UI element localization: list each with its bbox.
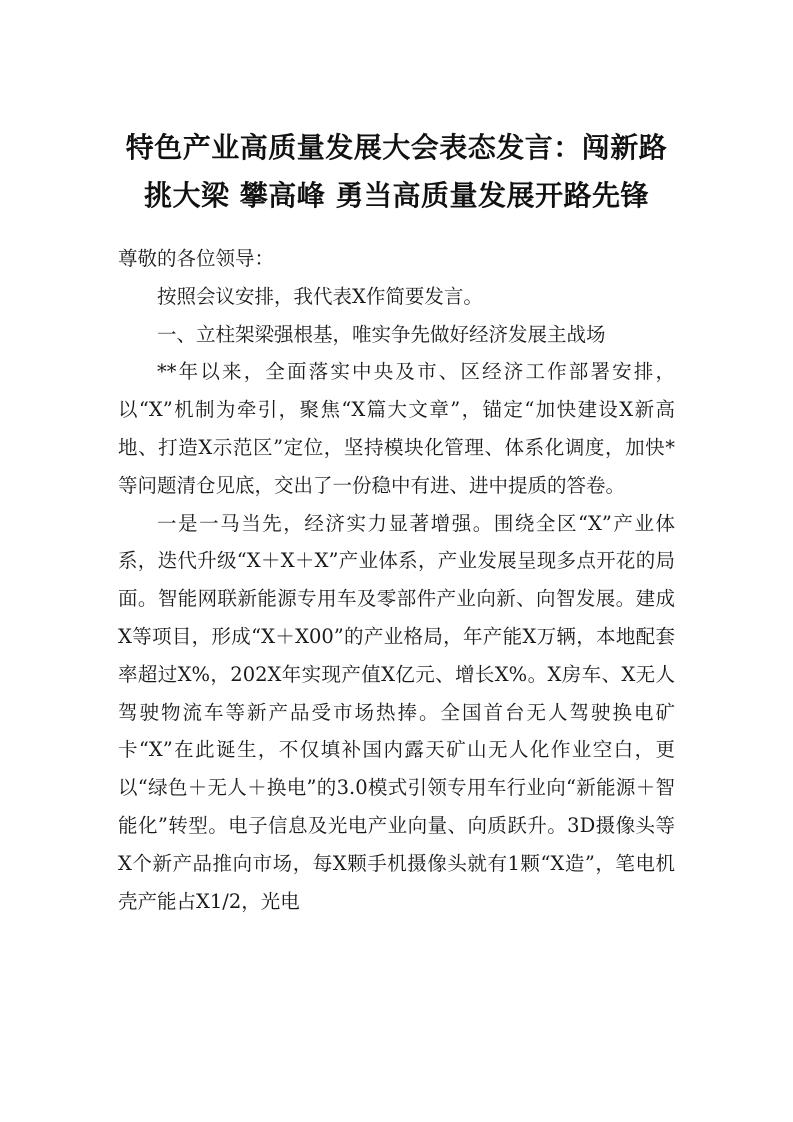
document-title xyxy=(96,124,697,220)
section-heading-1: 一、立柱架梁强根基，唯实争先做好经济发展主战场 xyxy=(157,322,606,346)
salutation: 尊敬的各位领导： xyxy=(118,247,275,270)
paragraph-overview: **年以来，全面落实中央及市、区经济工作部署安排，以“X”机制为牵引，聚焦“X篇大文章”，锚定“加快建设X新高地、打造X示范区”定位，坚持模块化管理、体系化调度，加快*等问题清仓见底，交出了一份稳中有进、进中提质的答卷。 xyxy=(118,360,675,497)
document-body xyxy=(118,240,675,920)
paragraph-intro: 按照会议安排，我代表X作简要发言。 xyxy=(157,284,483,308)
title-line-1: 特色产业高质量发展大会表态发言：闯新路 xyxy=(125,131,668,164)
paragraph-point-1: 一是一马当先，经济实力显著增强。围绕全区“X”产业体系，迭代升级“X＋X＋X”产业体系，产业发展呈现多点开花的局面。智能网联新能源专用车及零部件产业向新、向智发展。建成X等项目，形成“X＋X00”的产业格局，年产能X万辆，本地配套率超过X%，202X年实现产值X亿元、增长X%。X房车、X无人驾驶物流车等新产品受市场热捧。全国首台无人驾驶换电矿卡“X”在此诞生，不仅填补国内露天矿山无人化作业空白，更以“绿色＋无人＋换电”的3.0模式引领专用车行业向“新能源＋智能化”转型。电子信息及光电产业向量、向质跃升。3D摄像头等X个新产品推向市场，每X颗手机摄像头就有1颗“X造”，笔电机壳产能占X1/2，光电 xyxy=(118,511,675,913)
title-line-2: 挑大梁 攀高峰 勇当高质量发展开路先锋 xyxy=(144,179,649,212)
